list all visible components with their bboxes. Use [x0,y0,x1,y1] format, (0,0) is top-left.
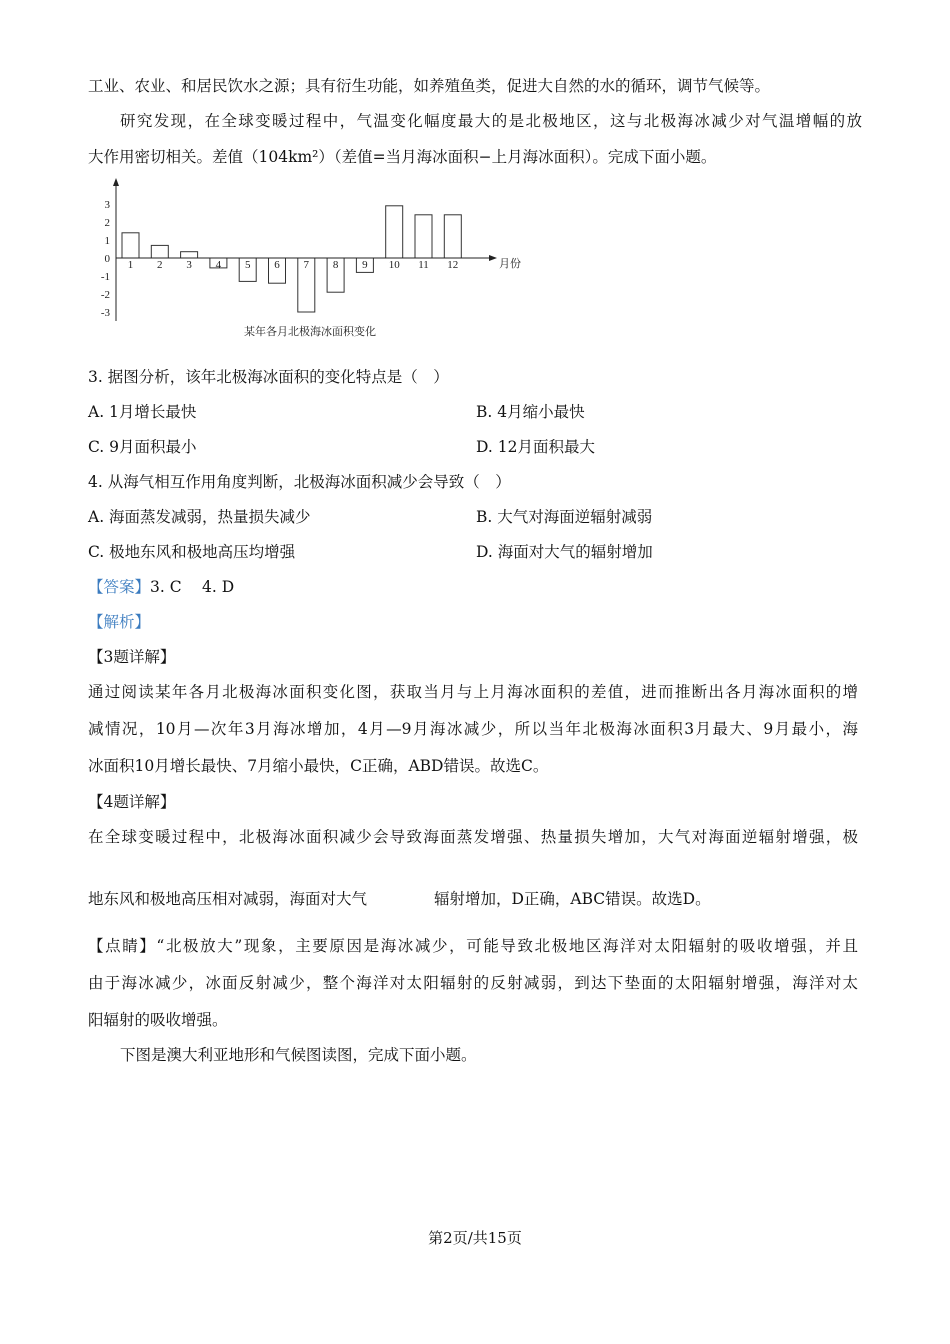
bar-month-3 [181,252,198,258]
tip-line: 由于海冰减少，冰面反射减少，整个海洋对太阳辐射的反射减弱，到达下垫面的太阳辐射增强，海洋对太 [88,974,858,992]
q4-option-a: A. 海面蒸发减弱，热量损失减少 [88,508,311,526]
page-footer: 第2页/共15页 [428,1229,522,1247]
detail-3-line: 减情况，10月—次年3月海冰增加，4月—9月海冰减少，所以当年北极海冰面积3月最大、9月最小，海 [88,720,858,738]
detail-4-line: 地东风和极地高压相对减弱，海面对大气 [88,890,368,908]
x-tick-label: 7 [303,259,310,271]
y-tick-label: -3 [100,307,110,319]
sea-ice-chart [90,175,540,345]
x-tick-label: 2 [157,259,163,271]
tip-line: 【点睛】“北极放大”现象，主要原因是海冰减少，可能导致北极地区海洋对太阳辐射的吸收增强，并且 [88,937,858,955]
y-tick-label: -1 [100,271,110,283]
x-tick-label: 8 [332,259,339,271]
x-tick-label: 10 [388,259,400,271]
detail-3-line: 通过阅读某年各月北极海冰面积变化图，获取当月与上月海冰面积的差值，进而推断出各月海冰面积的增 [88,683,858,701]
answer-text: 3. C 4. D [150,578,235,596]
x-tick-label: 1 [127,259,134,271]
detail-4-line: 在全球变暖过程中，北极海冰面积减少会导致海面蒸发增强、热量损失增加，大气对海面逆辐射增强，极 [88,828,858,846]
q4-option-b: B. 大气对海面逆辐射减弱 [476,508,653,526]
y-tick-label: 2 [104,217,110,229]
x-tick-label: 3 [186,259,192,271]
detail-4-line: 辐射增加，D正确，ABC错误。故选D。 [434,890,711,908]
q3-option-d: D. 12月面积最大 [476,438,595,456]
tip-line: 阳辐射的吸收增强。 [88,1011,228,1029]
paragraph-line: 大作用密切相关。差值（104km²）（差值=当月海冰面积−上月海冰面积）。完成下面小题。 [88,148,717,166]
bar-month-12 [444,215,461,258]
x-axis-label: 月份 [499,258,521,270]
y-axis-arrow [113,178,119,186]
detail-4-label: 【4题详解】 [88,793,176,811]
bar-month-10 [386,206,403,258]
paragraph-line: 工业、农业、和居民饮水之源；具有衍生功能，如养殖鱼类，促进大自然的水的循环，调节气候等。 [88,77,771,95]
y-tick-label: 0 [104,253,110,265]
paragraph-line: 研究发现，在全球变暖过程中，气温变化幅度最大的是北极地区，这与北极海冰减少对气温增幅的放 [120,112,862,130]
answer-label: 【答案】 [88,578,151,596]
q3-option-a: A. 1月增长最快 [88,403,197,421]
bar-month-1 [122,233,139,258]
x-axis-arrow [489,255,497,261]
y-tick-label: -2 [100,289,110,301]
analysis-label: 【解析】 [88,613,151,631]
q4-option-d: D. 海面对大气的辐射增加 [476,543,653,561]
q4-stem: 4. 从海气相互作用角度判断，北极海冰面积减少会导致（ ） [88,473,511,491]
q3-stem: 3. 据图分析，该年北极海冰面积的变化特点是（ ） [88,368,449,386]
y-tick-label: 1 [104,235,110,247]
x-tick-label: 4 [215,259,222,271]
x-tick-label: 11 [418,259,429,271]
next-question-intro: 下图是澳大利亚地形和气候图读图，完成下面小题。 [120,1046,477,1064]
q3-option-b: B. 4月缩小最快 [476,403,585,421]
detail-3-line: 冰面积10月增长最快、7月缩小最快，C正确，ABD错误。故选C。 [88,757,549,775]
bar-month-11 [415,215,432,258]
chart-title: 某年各月北极海冰面积变化 [244,326,376,338]
detail-3-label: 【3题详解】 [88,648,176,666]
q3-option-c: C. 9月面积最小 [88,438,197,456]
bar-month-2 [151,245,168,258]
q4-option-c: C. 极地东风和极地高压均增强 [88,543,296,561]
x-tick-label: 6 [274,259,280,271]
y-tick-label: 3 [104,199,110,211]
x-tick-label: 12 [447,259,459,271]
x-tick-label: 9 [362,259,368,271]
x-tick-label: 5 [244,259,251,271]
answer-line [88,577,234,597]
